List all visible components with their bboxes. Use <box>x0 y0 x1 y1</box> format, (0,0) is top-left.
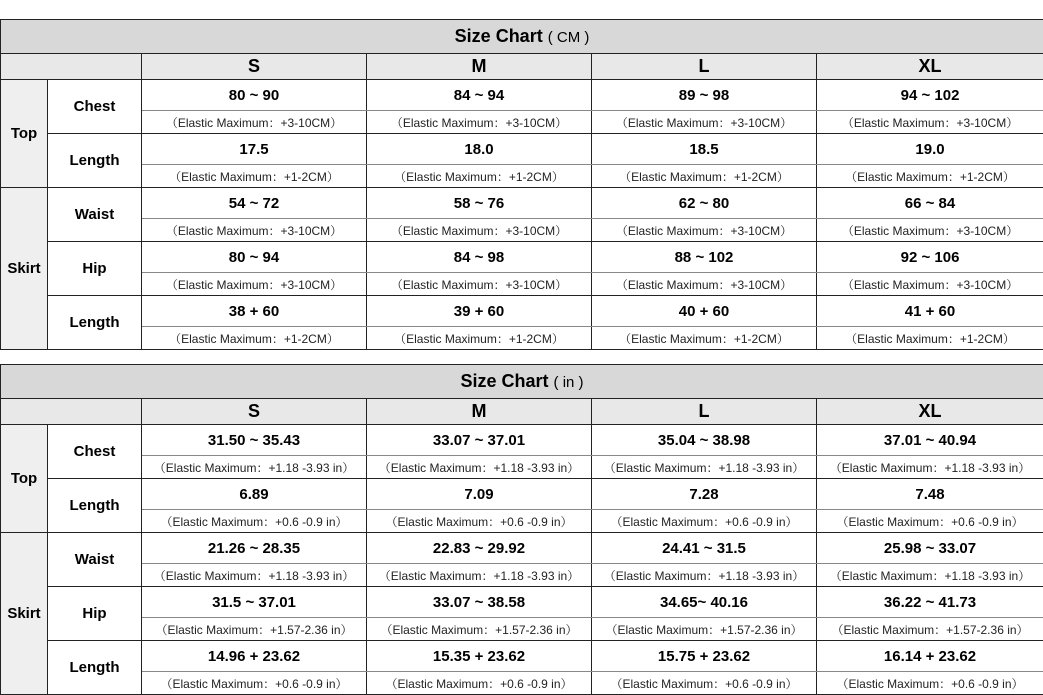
measure-value: 33.07 ~ 37.01 <box>367 425 592 456</box>
measure-label: Hip <box>48 587 142 641</box>
elastic-note: （Elastic Maximum：+0.6 -0.9 in） <box>367 510 592 533</box>
elastic-note: （Elastic Maximum：+1.18 -3.93 in） <box>592 564 817 587</box>
elastic-note: （Elastic Maximum：+0.6 -0.9 in） <box>592 510 817 533</box>
measure-value: 17.5 <box>142 134 367 165</box>
elastic-note: （Elastic Maximum：+3-10CM） <box>367 219 592 242</box>
measure-value: 92 ~ 106 <box>817 242 1043 273</box>
elastic-note: （Elastic Maximum：+3-10CM） <box>367 273 592 296</box>
elastic-note: （Elastic Maximum：+1-2CM） <box>817 327 1043 350</box>
corner-cell <box>1 54 142 80</box>
measure-value: 84 ~ 94 <box>367 80 592 111</box>
elastic-note: （Elastic Maximum：+1.18 -3.93 in） <box>142 564 367 587</box>
measure-value: 38 + 60 <box>142 296 367 327</box>
measure-value: 37.01 ~ 40.94 <box>817 425 1043 456</box>
measure-label: Waist <box>48 188 142 242</box>
measure-value: 89 ~ 98 <box>592 80 817 111</box>
measure-value: 31.5 ~ 37.01 <box>142 587 367 618</box>
measure-value: 15.35 + 23.62 <box>367 641 592 672</box>
measure-value: 80 ~ 94 <box>142 242 367 273</box>
elastic-note: （Elastic Maximum：+3-10CM） <box>817 273 1043 296</box>
chart-title-unit: ( in ) <box>553 374 584 391</box>
elastic-note: （Elastic Maximum：+3-10CM） <box>592 111 817 134</box>
elastic-note: （Elastic Maximum：+1.18 -3.93 in） <box>817 564 1043 587</box>
elastic-note: （Elastic Maximum：+0.6 -0.9 in） <box>817 672 1043 695</box>
measure-value: 66 ~ 84 <box>817 188 1043 219</box>
corner-cell <box>1 399 142 425</box>
size-header: XL <box>817 54 1043 80</box>
measure-value: 41 + 60 <box>817 296 1043 327</box>
measure-value: 15.75 + 23.62 <box>592 641 817 672</box>
measure-value: 7.28 <box>592 479 817 510</box>
size-table <box>0 364 1043 695</box>
elastic-note: （Elastic Maximum：+1-2CM） <box>592 165 817 188</box>
measure-value: 18.0 <box>367 134 592 165</box>
measure-value: 7.09 <box>367 479 592 510</box>
elastic-note: （Elastic Maximum：+1.18 -3.93 in） <box>817 456 1043 479</box>
elastic-note: （Elastic Maximum：+1-2CM） <box>142 327 367 350</box>
elastic-note: （Elastic Maximum：+1-2CM） <box>367 165 592 188</box>
measure-value: 31.50 ~ 35.43 <box>142 425 367 456</box>
measure-value: 24.41 ~ 31.5 <box>592 533 817 564</box>
chart-title-unit: ( CM ) <box>547 29 590 46</box>
elastic-note: （Elastic Maximum：+1.57-2.36 in） <box>367 618 592 641</box>
elastic-note: （Elastic Maximum：+1.57-2.36 in） <box>817 618 1043 641</box>
chart-title <box>1 20 1043 54</box>
measure-value: 6.89 <box>142 479 367 510</box>
elastic-note: （Elastic Maximum：+0.6 -0.9 in） <box>817 510 1043 533</box>
measure-label: Length <box>48 641 142 695</box>
measure-value: 54 ~ 72 <box>142 188 367 219</box>
measure-value: 40 + 60 <box>592 296 817 327</box>
measure-value: 7.48 <box>817 479 1043 510</box>
elastic-note: （Elastic Maximum：+1.18 -3.93 in） <box>592 456 817 479</box>
elastic-note: （Elastic Maximum：+1-2CM） <box>817 165 1043 188</box>
elastic-note: （Elastic Maximum：+3-10CM） <box>592 219 817 242</box>
elastic-note: （Elastic Maximum：+3-10CM） <box>142 111 367 134</box>
size-header: M <box>367 54 592 80</box>
elastic-note: （Elastic Maximum：+1.57-2.36 in） <box>592 618 817 641</box>
size-header: L <box>592 54 817 80</box>
measure-label: Chest <box>48 425 142 479</box>
measure-value: 25.98 ~ 33.07 <box>817 533 1043 564</box>
chart-title-main: Size Chart <box>460 371 549 391</box>
measure-value: 94 ~ 102 <box>817 80 1043 111</box>
measure-value: 62 ~ 80 <box>592 188 817 219</box>
elastic-note: （Elastic Maximum：+1.57-2.36 in） <box>142 618 367 641</box>
chart-title-main: Size Chart <box>454 26 543 46</box>
elastic-note: （Elastic Maximum：+0.6 -0.9 in） <box>142 672 367 695</box>
measure-label: Waist <box>48 533 142 587</box>
group-label: Top <box>1 425 48 533</box>
measure-value: 16.14 + 23.62 <box>817 641 1043 672</box>
elastic-note: （Elastic Maximum：+1.18 -3.93 in） <box>367 456 592 479</box>
measure-value: 36.22 ~ 41.73 <box>817 587 1043 618</box>
measure-value: 21.26 ~ 28.35 <box>142 533 367 564</box>
measure-label: Hip <box>48 242 142 296</box>
measure-value: 39 + 60 <box>367 296 592 327</box>
elastic-note: （Elastic Maximum：+1-2CM） <box>367 327 592 350</box>
elastic-note: （Elastic Maximum：+3-10CM） <box>367 111 592 134</box>
measure-label: Length <box>48 479 142 533</box>
elastic-note: （Elastic Maximum：+0.6 -0.9 in） <box>367 672 592 695</box>
elastic-note: （Elastic Maximum：+1-2CM） <box>142 165 367 188</box>
elastic-note: （Elastic Maximum：+3-10CM） <box>142 273 367 296</box>
elastic-note: （Elastic Maximum：+0.6 -0.9 in） <box>142 510 367 533</box>
measure-value: 34.65~ 40.16 <box>592 587 817 618</box>
measure-value: 35.04 ~ 38.98 <box>592 425 817 456</box>
elastic-note: （Elastic Maximum：+3-10CM） <box>592 273 817 296</box>
elastic-note: （Elastic Maximum：+1.18 -3.93 in） <box>367 564 592 587</box>
elastic-note: （Elastic Maximum：+0.6 -0.9 in） <box>592 672 817 695</box>
size-header: L <box>592 399 817 425</box>
elastic-note: （Elastic Maximum：+1.18 -3.93 in） <box>142 456 367 479</box>
size-header: XL <box>817 399 1043 425</box>
size-chart-in <box>0 364 1043 695</box>
measure-value: 33.07 ~ 38.58 <box>367 587 592 618</box>
measure-value: 88 ~ 102 <box>592 242 817 273</box>
group-label: Skirt <box>1 533 48 695</box>
elastic-note: （Elastic Maximum：+3-10CM） <box>817 219 1043 242</box>
size-chart-cm <box>0 19 1043 350</box>
size-header: S <box>142 399 367 425</box>
chart-title <box>1 365 1043 399</box>
measure-value: 14.96 + 23.62 <box>142 641 367 672</box>
group-label: Top <box>1 80 48 188</box>
size-table <box>0 19 1043 350</box>
measure-value: 80 ~ 90 <box>142 80 367 111</box>
measure-value: 84 ~ 98 <box>367 242 592 273</box>
elastic-note: （Elastic Maximum：+3-10CM） <box>142 219 367 242</box>
group-label: Skirt <box>1 188 48 350</box>
measure-value: 18.5 <box>592 134 817 165</box>
size-header: S <box>142 54 367 80</box>
measure-label: Length <box>48 134 142 188</box>
elastic-note: （Elastic Maximum：+1-2CM） <box>592 327 817 350</box>
measure-value: 22.83 ~ 29.92 <box>367 533 592 564</box>
size-header: M <box>367 399 592 425</box>
measure-value: 19.0 <box>817 134 1043 165</box>
measure-label: Length <box>48 296 142 350</box>
measure-value: 58 ~ 76 <box>367 188 592 219</box>
elastic-note: （Elastic Maximum：+3-10CM） <box>817 111 1043 134</box>
measure-label: Chest <box>48 80 142 134</box>
